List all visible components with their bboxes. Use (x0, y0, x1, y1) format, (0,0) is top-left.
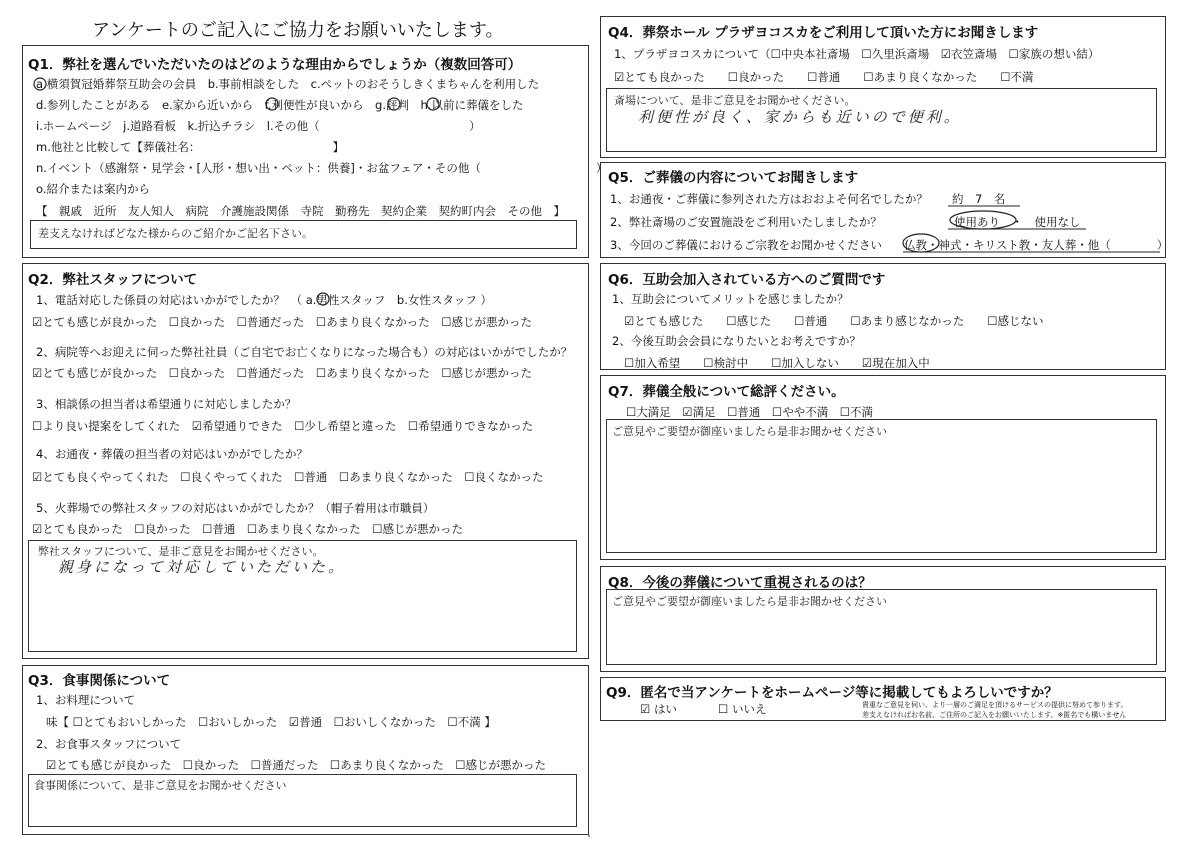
q1-heading: Q1．弊社を選んでいただいたのはどのような理由からでしょうか（複数回答可） (28, 57, 522, 73)
q9-yes-option[interactable]: ☑ はい (640, 702, 677, 716)
q3-heading: Q3．食事関係について (28, 673, 171, 689)
q4-handwritten-comment: 利便性が良く、家からも近いので便利。 (638, 108, 962, 126)
q9-heading: Q9．匿名で当アンケートをホームページ等に掲載してもよろしいですか？ (606, 685, 1058, 701)
q4-sub: 1、プラザヨコスカについて（☐中央本社斎場 ☐久里浜斎場 ☑衣笠斎場 ☐家族の想い結） (614, 47, 1100, 61)
q7-options[interactable]: ☐大満足 ☑満足 ☐普通 ☐やや不満 ☐不満 (626, 405, 874, 419)
q2-options[interactable]: ☑とても良くやってくれた ☐良くやってくれた ☐普通 ☐あまり良くなかった ☐良くなかった (32, 470, 544, 484)
q4-options[interactable]: ☑とても良かった ☐良かった ☐普通 ☐あまり良くなかった ☐不満 (614, 70, 1034, 84)
q8-heading: Q8．今後の葬儀について重視されるのは？ (608, 575, 872, 591)
q1-referral-label: 差支えなければどなた様からのご紹介かご記名下さい。 (38, 227, 313, 240)
q5-religion-options[interactable]: 仏教・神式・キリスト教・友人葬・他（ ） (904, 238, 1169, 252)
q1-line: o.紹介または案内から (36, 182, 150, 196)
q3-taste-options[interactable]: 味【 ☐とてもおいしかった ☐おいしかった ☑普通 ☐おいしくなかった ☐不満 】 (46, 715, 496, 729)
q2-comment-label: 弊社スタッフについて、是非ご意見をお聞かせください。 (38, 545, 324, 558)
q2-question: 3、相談係の担当者は希望通りに対応しましたか？ (36, 397, 297, 411)
q5-line3: 3、今回のご葬儀におけるご宗教をお聞かせください (610, 238, 882, 252)
q2-question: 1、電話対応した係員の対応はいかがでしたか？ （ a.男性スタッフ b.女性スタッフ ） (36, 293, 493, 307)
survey-title: アンケートのご記入にご協力をお願いいたします。 (92, 20, 504, 41)
q2-question: 4、お通夜・葬儀の担当者の対応はいかがでしたか？ (36, 447, 308, 461)
q9-note: 貴重なご意見を伺い、より一層のご満足を頂けるサービスの提供に努めて参ります。 (862, 701, 1128, 709)
q2-options[interactable]: ☑とても感じが良かった ☐良かった ☐普通だった ☐あまり良くなかった ☐感じが悪かった (32, 366, 533, 380)
q4-comment-label: 斎場について、是非ご意見をお聞かせください。 (614, 94, 856, 107)
q3-comment-label: 食事関係について、是非ご意見をお聞かせください (34, 779, 287, 792)
q3-sub2: 2、お食事スタッフについて (36, 737, 182, 751)
q9-note: 差支えなければお名前、ご住所のご記入をお願いいたします。※匿名でも構いません (862, 711, 1127, 719)
q2-heading: Q2．弊社スタッフについて (28, 272, 198, 288)
q1-line: a.横須賀冠婚葬祭互助会の会員 b.事前相談をした c.ペットのおそうしきくまちゃんを利用した (36, 77, 540, 91)
q7-comment-label: ご意見やご要望が御座いましたら是非お聞かせください (612, 425, 887, 438)
q5-heading: Q5．ご葬儀の内容についてお聞きします (608, 170, 859, 186)
q6-membership-options[interactable]: ☐加入希望 ☐検討中 ☐加入しない ☑現在加入中 (624, 356, 930, 370)
q2-options[interactable]: ☑とても良かった ☐良かった ☐普通 ☐あまり良くなかった ☐感じが悪かった (32, 522, 464, 536)
q6-line1: 1、互助会についてメリットを感じましたか？ (612, 292, 849, 306)
q6-merit-options[interactable]: ☑とても感じた ☐感じた ☐普通 ☐あまり感じなかった ☐感じない (624, 314, 1044, 328)
q5-attendee-count[interactable]: 約 7 名 (952, 192, 1006, 206)
q8-comment-label: ご意見やご要望が御座いましたら是非お聞かせください (612, 595, 887, 608)
q6-line2: 2、今後互助会会員になりたいとお考えですか？ (612, 334, 861, 348)
q2-question: 5、火葬場での弊社スタッフの対応はいかがでしたか？（帽子着用は市職員） (36, 501, 435, 515)
q1-line: d.参列したことがある e.家から近いから f.利便性が良いから g.評判 h.以前に葬儀をした (36, 98, 524, 112)
q3-sub1: 1、お料理について (36, 693, 136, 707)
q1-line: n.イベント（感謝祭・見学会・[人形・想い出・ペット：供養]・お盆フェア・その他（ ） (36, 161, 608, 175)
q4-heading: Q4．葬祭ホール プラザヨコスカをご利用して頂いた方にお聞きします (608, 25, 1039, 41)
q5-line2: 2、弊社斎場のご安置施設をご利用いたしましたか？ (610, 215, 882, 229)
q1-line: m.他社と比較して【葬儀社名： 】 (36, 140, 345, 154)
q1-line: 【 親戚 近所 友人知人 病院 介護施設関係 寺院 勤務先 契約企業 契約町内会 その他 】 (36, 204, 565, 218)
q5-facility-options[interactable]: 使用あり ・ 使用なし (954, 215, 1081, 229)
q7-heading: Q7．葬儀全般について総評ください。 (608, 384, 845, 400)
q2-options[interactable]: ☐より良い提案をしてくれた ☑希望通りできた ☐少し希望と違った ☐希望通りできなかった (32, 419, 534, 433)
q2-options[interactable]: ☑とても感じが良かった ☐良かった ☐普通だった ☐あまり良くなかった ☐感じが悪かった (32, 315, 533, 329)
q1-line: i.ホームページ j.道路看板 k.折込チラシ l.その他（ ） (36, 119, 481, 133)
q5-line1: 1、お通夜・ご葬儀に参列された方はおおよそ何名でしたか？ (610, 192, 928, 206)
q7-comment-field[interactable] (606, 419, 1157, 553)
q3-staff-options[interactable]: ☑とても感じが良かった ☐良かった ☐普通だった ☐あまり良くなかった ☐感じが悪かった (46, 758, 547, 772)
q6-heading: Q6．互助会加入されている方へのご質問です (608, 272, 886, 288)
q9-no-option[interactable]: ☐ いいえ (718, 702, 767, 716)
q2-question: 2、病院等へお迎えに伺った弊社社員（ご自宅でお亡くなりになった場合も）の対応はいかがでしたか？ (36, 345, 573, 359)
q2-handwritten-comment: 親身になって対応していただいた。 (58, 558, 347, 576)
